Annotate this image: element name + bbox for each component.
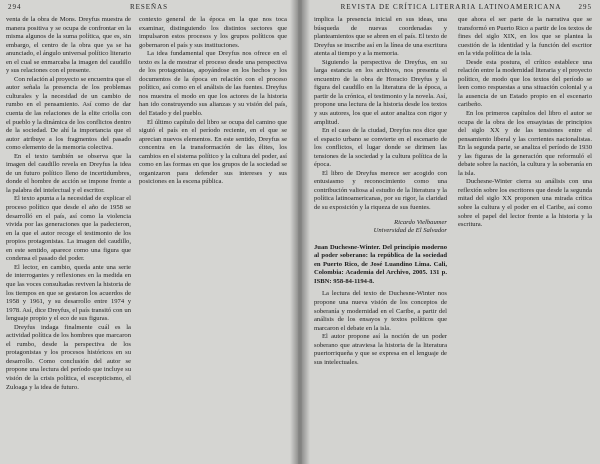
paragraph: El libro de Dreyfus merece ser acogido con entusiasmo y reconocimiento como una contribución valiosa al estudio de la literatura y la política latinoamericanas, por su rigor, la claridad de su exposición y la riqueza de sus fuentes.	[314, 169, 447, 212]
paragraph: La lectura del texto de Duchesne-Winter nos propone una nueva visión de los conceptos de soberanía y modernidad en el Caribe, a partir del análisis de los ensayos y textos políticos que marcaron el debate en la isla.	[314, 290, 447, 332]
paragraph: contexto general de la época en la que nos toca examinar, distinguiendo los distintos sectores que impulsaron estos procesos y los grupos políticos que gobernaron el país y sus instituciones.	[139, 16, 287, 49]
paragraph: El lector, en cambio, queda ante una serie de interrogantes y reflexiones en la medida en que las voces consultadas reviven la historia de los tiempos en que se gestaron los acuerdos de 1958 y 1961, y su desarrollo entre 1974 y 1978. Así, dice Dreyfus, el país transitó con un lenguaje propio y el eco de sus figuras.	[6, 263, 131, 323]
paragraph: El autor propone así la noción de un poder soberano que atraviesa la historia de la literatura puertorriqueña y que se expresa en el lenguaje de sus intelectuales.	[314, 333, 447, 366]
right-column-2	[458, 16, 592, 462]
paragraph: Duchesne-Winter cierra su análisis con una reflexión sobre los escritores que desde la segunda mitad del siglo XX proponen una mirada crítica sobre la cultura y el poder en el Caribe, así como sobre el papel del lector frente a la historia y la escritura.	[458, 178, 592, 229]
paragraph: Con relación al proyecto se encuentra que el autor señala la presencia de los problemas culturales y la necesidad de un cambio de rumbo en el pensamiento. Así como de dar cuenta de las relaciones de la elite criolla con el pueblo y la dinámica de los conflictos dentro de la sociedad. De ahí la importancia que el autor atribuye a los fragmentos del pasado como elemento de la memoria colectiva.	[6, 75, 131, 152]
paragraph: venta de la obra de Mons. Dreyfus muestra de manera positiva y se ocupa de confrontar en la misma algunos de la suma política, que es, sin embargo, el centro de la obra que ya se ha anunciado, el ángulo universal político literario en el cual se enmarcaba la imagen del caudillo y sus relaciones con el presente.	[6, 16, 131, 75]
review-reference: Juan Duchesne-Winter. Del principio moderno al poder soberano: la república de la sociedad en Puerto Rico, de José Luandino Lima. Cali, Colombia: Academia del Archivo, 2005. 131 p. ISBN: 958-84-1194-8.	[314, 243, 447, 285]
paragraph: El último capítulo del libro se ocupa del camino que siguió el país en el período reciente, en el que se aprecian nuevos elementos. En este sentido, Dreyfus se concentra en la transformación de las élites, los cambios en el sistema político y la cultura del poder, así como en las formas en que los grupos de la sociedad se organizaron para defender sus intereses y sus posiciones en la escena pública.	[139, 118, 287, 186]
paragraph: En el texto también se observa que la imagen del caudillo revela en Dreyfus la idea de un futuro político lleno de incertidumbres, donde el hombre de acción se impone frente a la palabra del intelectual y el escritor.	[6, 152, 131, 194]
paragraph: En el caso de la ciudad, Dreyfus nos dice que el espacio urbano se convierte en el escenario de los conflictos, el lugar donde se dirimen las tensiones de la sociedad y la cultura política de la época.	[314, 127, 447, 169]
right-column-1	[314, 16, 447, 462]
left-page	[0, 0, 298, 464]
paragraph: implica la presencia inicial en sus ideas, una búsqueda de nuevas coordenadas y planteamientos que se abren en el país. El texto de Dreyfus se inscribe así en la línea de una escritura atenta al tiempo y a la memoria.	[314, 16, 447, 58]
paragraph: que ahora el ser parte de la narrativa que se transformó en Puerto Rico a partir de los textos de fines del siglo XIX, en los que se plantea la cuestión de la identidad y la función del escritor en la vida política de la isla.	[458, 16, 592, 58]
paragraph: Siguiendo la perspectiva de Dreyfus, en su larga estancia en los archivos, nos presenta el encuentro de la obra de Horacio Dreyfus y la figura del caudillo en la literatura de la época, a partir de la crónica, el testimonio y la novela. Así, propone una lectura de la historia desde los textos y sus autores, los que el autor analiza con rigor y amplitud.	[314, 58, 447, 126]
paragraph: Desde esta postura, el crítico establece una relación entre la modernidad literaria y el proyecto político, de modo que los textos del período se leen como respuestas a una situación colonial y a la ausencia de un Estado propio en el escenario caribeño.	[458, 58, 592, 109]
book-gutter	[290, 0, 310, 464]
page-number-left: 294	[8, 3, 22, 11]
right-page	[302, 0, 600, 464]
left-column-2	[139, 16, 287, 270]
running-head-right: REVISTA DE CRÍTICA LITERARIA LATINOAMERICANA	[340, 3, 562, 11]
paragraph: Dreyfus indaga finalmente cuál es la actividad política de los hombres que marcaron el rumbo, desde la perspectiva de los protagonistas y los procesos históricos en su desarrollo. Como conclusión del autor se propone una lectura del período que incluye su visión de la crisis política, el escepticismo, el Zuloaga y la idea de futuro.	[6, 323, 131, 391]
signature-affiliation: Universidad de El Salvador	[373, 227, 447, 235]
review-signature	[314, 219, 447, 236]
right-page-header	[302, 3, 600, 13]
paragraph: El texto apunta a la necesidad de explicar el proceso político que desde el año de 1958 se desarrolló en el país, así como la violencia vivida por las generaciones que la padecieron, en la que el autor recoge el testimonio de los propios protagonistas. La imagen del caudillo, en este sentido, aparece como una figura que condensa el pasado del poder.	[6, 195, 131, 263]
left-page-header	[0, 3, 298, 13]
paragraph: La idea fundamental que Dreyfus nos ofrece en el texto es la de mostrar el proceso desde una perspectiva de los protagonistas, apoyándose en los hechos y los documentos de la época en relación con el proceso político, así como en el análisis de las fuentes. Dreyfus nos muestra el modo en que los actores de la historia han ido construyendo sus alianzas y su visión del país, del Estado y del pueblo.	[139, 50, 287, 118]
paragraph: En los primeros capítulos del libro el autor se ocupa de la obra de los ensayistas de principios del siglo XX y de las tensiones entre el pensamiento liberal y las corrientes nacionalistas. En la segunda parte, se analiza el período de 1930 y las figuras de la generación que reformuló el debate sobre la nación, la cultura y la soberanía en la isla.	[458, 110, 592, 177]
signature-name: Ricardo Vielbaumer	[394, 218, 447, 226]
page-number-right: 295	[578, 3, 592, 11]
running-head-left: RESEÑAS	[129, 3, 169, 11]
left-column-1	[6, 16, 131, 462]
